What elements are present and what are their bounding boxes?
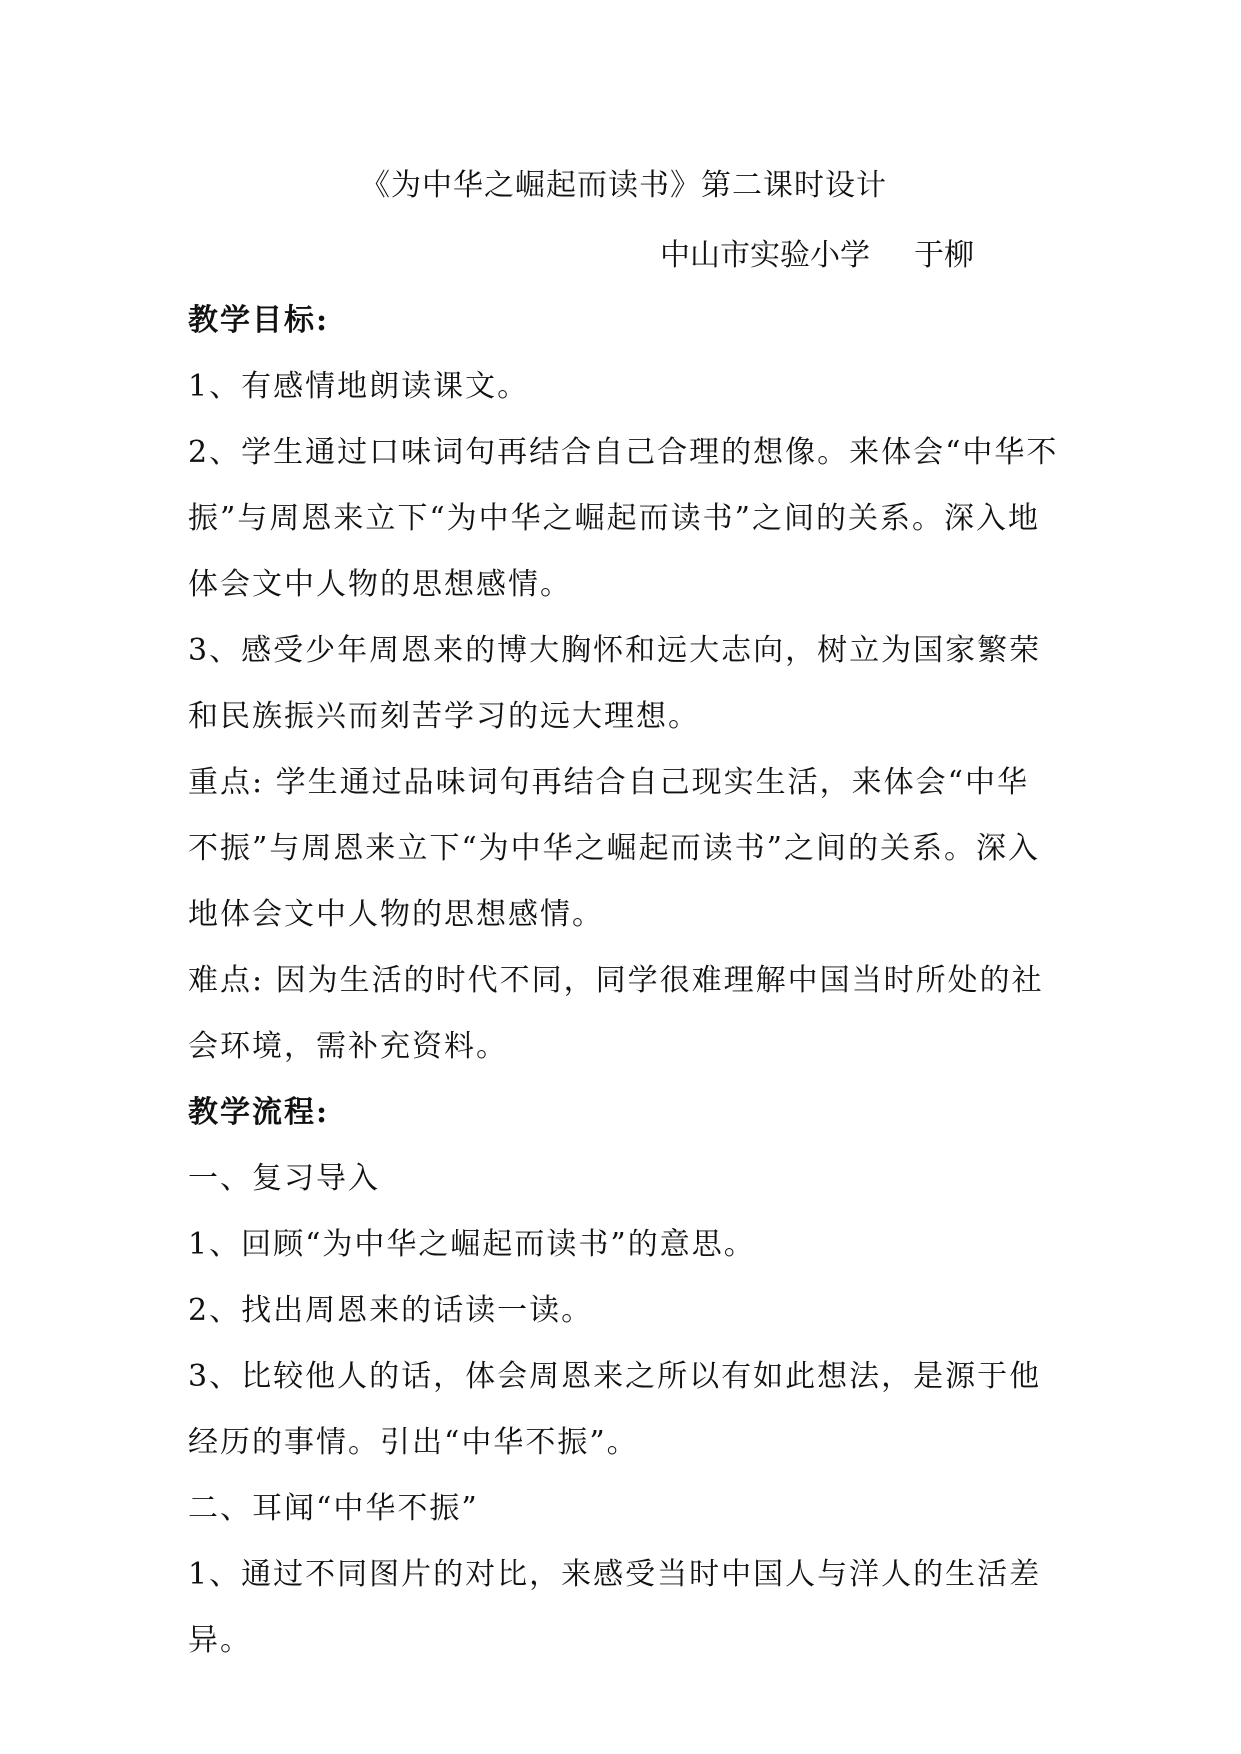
section-item: 3、比较他人的话，体会周恩来之所以有如此想法，是源于他经历的事情。引出“中华不振”。 [188,1359,1042,1460]
document-body [188,288,1060,1674]
section-item: 1、回顾“为中华之崛起而读书”的意思。 [188,1227,756,1262]
section-item: 1、通过不同图片的对比，来感受当时中国人与洋人的生活差异。 [188,1557,1042,1658]
section-title: 二、耳闻“中华不振” [188,1491,479,1526]
objective-item: 1、有感情地朗读课文。 [188,369,530,404]
process-heading: 教学流程: [188,1095,330,1130]
section-title: 一、复习导入 [188,1161,380,1196]
objective-item: 3、感受少年周恩来的博大胸怀和远大志向，树立为国家繁荣和民族振兴而刻苦学习的远大理想。 [188,633,1042,734]
difficulty: 难点: 因为生活的时代不同，同学很难理解中国当时所处的社会环境，需补充资料。 [188,963,1044,1064]
author-name: 于柳 [914,238,974,273]
section-item: 2、找出周恩来的话读一读。 [188,1293,594,1328]
document-title: 《为中华之崛起而读书》第二课时设计 [360,168,887,203]
objective-item: 2、学生通过口味词句再结合自己合理的想像。来体会“中华不振”与周恩来立下“为中华之崛起而读书”之间的关系。深入地体会文中人物的思想感情。 [188,435,1059,602]
key-point: 重点: 学生通过品味词句再结合自己现实生活，来体会“中华不振”与周恩来立下“为中华之崛起而读书”之间的关系。深入地体会文中人物的思想感情。 [188,765,1041,932]
objectives-heading: 教学目标: [188,303,330,338]
author-school: 中山市实验小学 [660,238,870,273]
author-line [660,230,974,274]
